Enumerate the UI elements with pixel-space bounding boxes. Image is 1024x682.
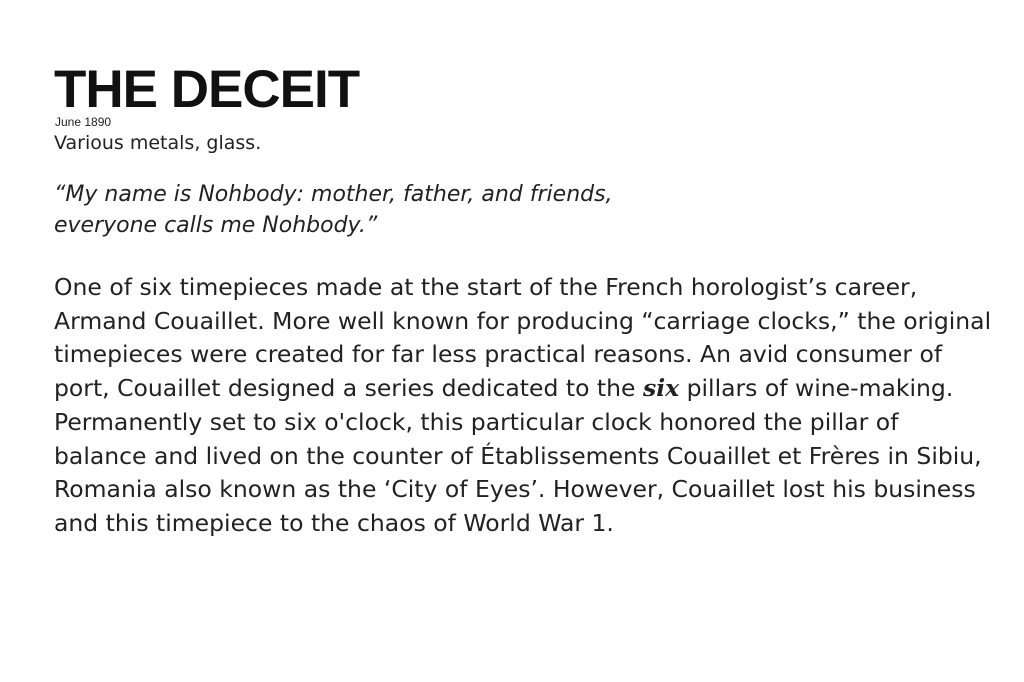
epigraph-quote xyxy=(54,179,994,241)
quote-line: “My name is Nohbody: mother, father, and friends, xyxy=(54,182,613,207)
exhibit-label xyxy=(54,62,994,541)
artwork-title: THE DECEIT xyxy=(54,60,360,119)
description-emphasis: six xyxy=(642,374,680,403)
description-text: pillars of wine-making. Permanently set to six o'clock, this particular clock honored the pillar of balance and lived on the counter of Établissements Couaillet et Frères in Sibiu, Romania also known as the ‘City of Eyes’. However, Couaillet lost his business and this timepiece to the chaos of World War 1. xyxy=(54,374,982,537)
artwork-date: June 1890 xyxy=(55,115,112,129)
artwork-description xyxy=(54,271,994,541)
description-text: One of six timepieces made at the start of the French horologist’s career, Armand Couaillet. More well known for producing “carriage clocks,” the original timepieces were created for far less practical reasons. An avid consumer of port, Couaillet designed a series dedicated to the xyxy=(54,273,992,403)
quote-line: everyone calls me Nohbody.” xyxy=(54,213,378,238)
artwork-medium: Various metals, glass. xyxy=(54,132,262,154)
